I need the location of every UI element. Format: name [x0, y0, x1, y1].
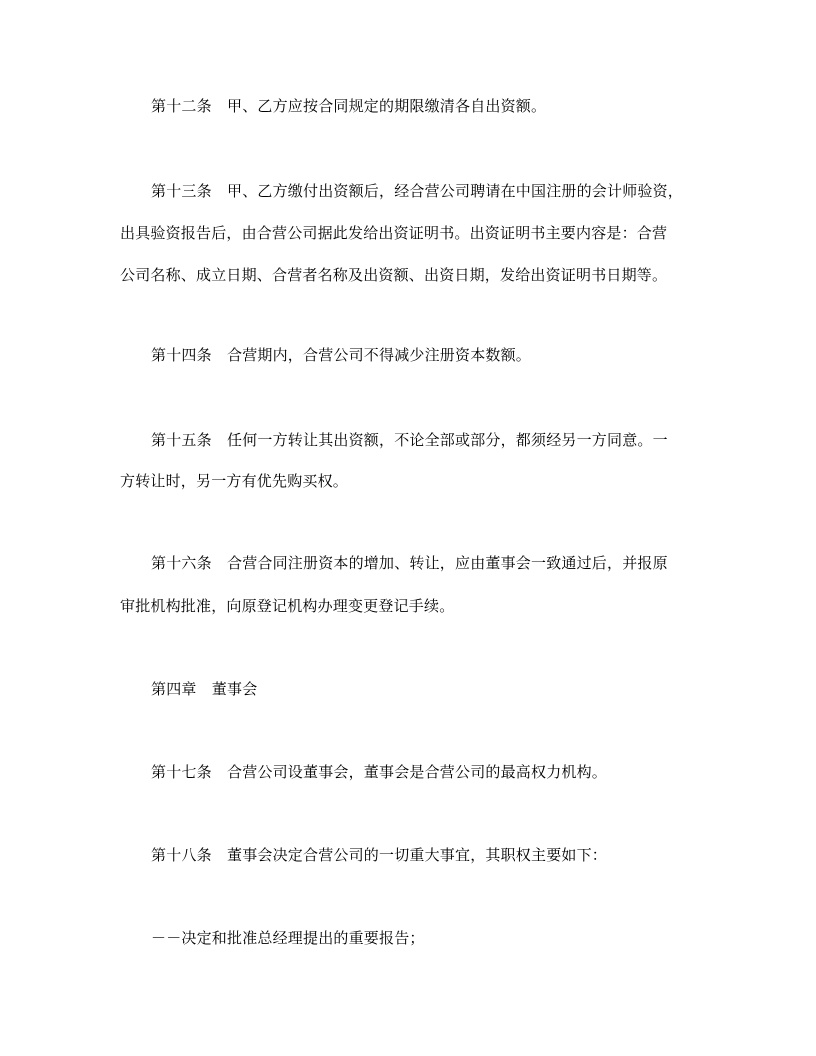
article-15-line-1: 第十五条 任何一方转让其出资额，不论全部或部分，都须经另一方同意。一 — [151, 431, 668, 449]
article-13-line-3: 公司名称、成立日期、合营者名称及出资额、出资日期，发给出资证明书日期等。 — [120, 266, 668, 284]
article-17: 第十七条 合营公司设董事会，董事会是合营公司的最高权力机构。 — [151, 763, 608, 781]
article-18: 第十八条 董事会决定合营公司的一切重大事宜，其职权主要如下： — [151, 846, 608, 864]
article-15-line-2: 方转让时，另一方有优先购买权。 — [120, 472, 349, 490]
article-14: 第十四条 合营期内，合营公司不得减少注册资本数额。 — [151, 346, 532, 364]
article-12: 第十二条 甲、乙方应按合同规定的期限缴清各自出资额。 — [151, 97, 547, 115]
article-16-line-2: 审批机构批准，向原登记机构办理变更登记手续。 — [120, 597, 455, 615]
list-item-1: －－决定和批准总经理提出的重要报告； — [151, 929, 425, 947]
article-16-line-1: 第十六条 合营合同注册资本的增加、转让，应由董事会一致通过后，并报原 — [151, 554, 668, 572]
article-13-line-1: 第十三条 甲、乙方缴付出资额后，经合营公司聘请在中国注册的会计师验资， — [151, 182, 684, 200]
chapter-4-heading: 第四章 董事会 — [151, 680, 258, 698]
article-13-line-2: 出具验资报告后，由合营公司据此发给出资证明书。出资证明书主要内容是：合营 — [120, 224, 668, 242]
